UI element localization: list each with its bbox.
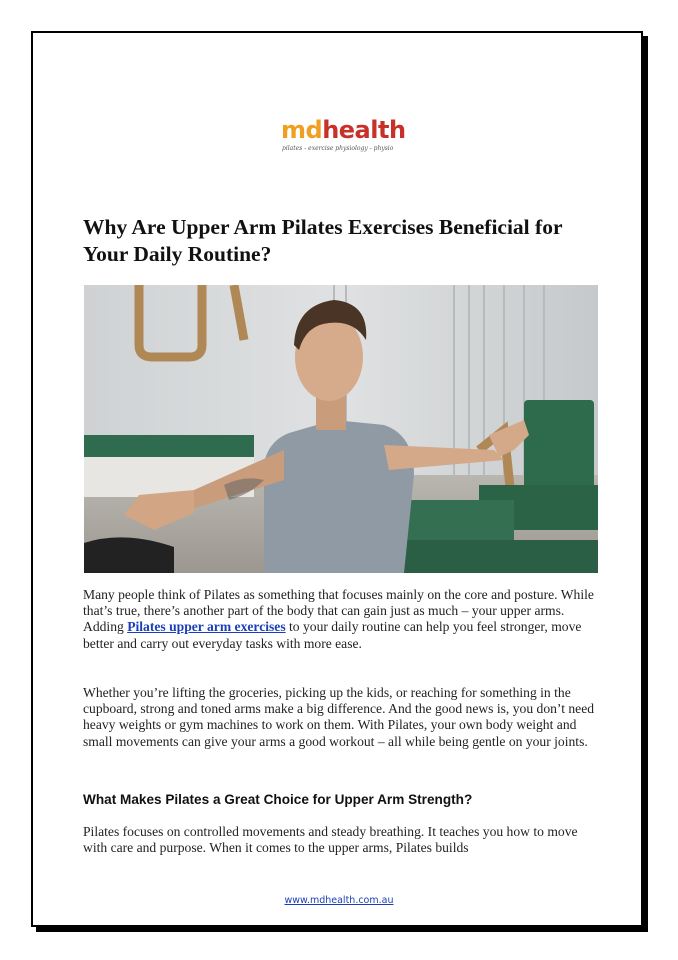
second-paragraph: Whether you’re lifting the groceries, picking up the kids, or reaching for something in the cupboard, strong and toned arms make a big difference. And the good news is, you don’t need heavy weights or gym machines to work on them. With Pilates, your own body weight and small movements can give your arms a good workout – all while being gentle on your joints. [83, 685, 595, 749]
intro-paragraph: Many people think of Pilates as something that focuses mainly on the core and posture. While that’s true, there’s another part of the body that can gain just as much – your upper arms. Adding Pilates upper arm exercises to your daily routine can help you feel stronger, move better and carry out everyday tasks with more ease. [83, 587, 594, 651]
article-title: Why Are Upper Arm Pilates Exercises Beneficial for Your Daily Routine? [83, 215, 563, 266]
third-paragraph: Pilates focuses on controlled movements and steady breathing. It teaches you how to move with care and purpose. When it comes to the upper arms, Pilates builds [83, 824, 578, 856]
logo-wordmark: mdhealth [281, 116, 406, 144]
section-heading: What Makes Pilates a Great Choice for Upper Arm Strength? [83, 792, 473, 807]
logo-tagline: pilates - exercise physiology - physio [282, 145, 394, 152]
hero-photo [84, 285, 598, 573]
pilates-upper-arm-exercises-link[interactable]: Pilates upper arm exercises [127, 619, 286, 635]
mdhealth-logo [281, 117, 411, 157]
footer-website-link[interactable]: www.mdhealth.com.au [284, 895, 394, 906]
